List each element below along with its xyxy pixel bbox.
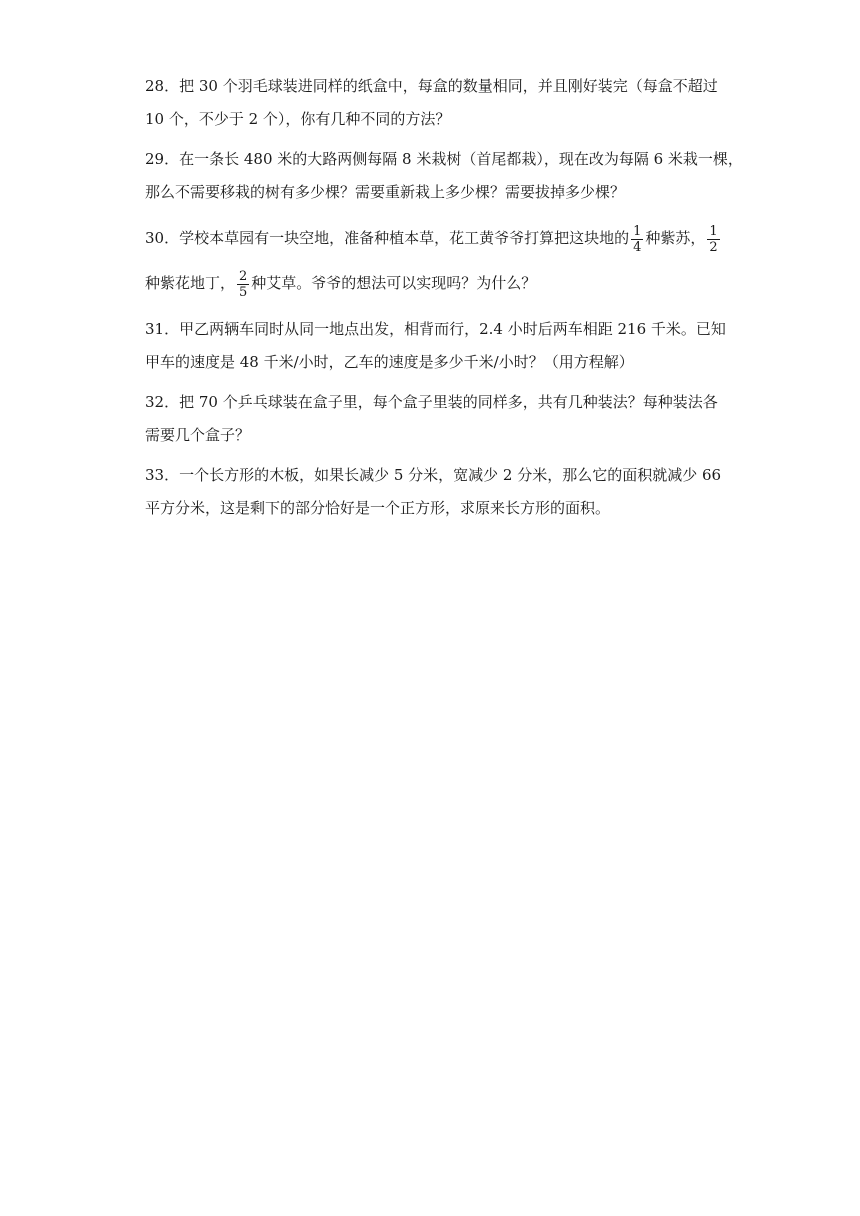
- problem-31-line-1: 31．甲乙两辆车同时从同一地点出发，相背而行，2.4 小时后两车相距 216 千米。已知: [145, 320, 726, 338]
- problem-29: [145, 143, 743, 209]
- problem-28-line-1: 28．把 30 个羽毛球装进同样的纸盒中，每盒的数量相同，并且刚好装完（每盒不超过: [145, 77, 718, 95]
- problem-32-line-1: 32．把 70 个乒乓球装在盒子里，每个盒子里装的同样多，共有几种装法？每种装法各: [145, 393, 718, 411]
- problem-29-line-2: 那么不需要移栽的树有多少棵？需要重新栽上多少棵？需要拔掉多少棵？: [145, 183, 626, 201]
- problem-29-line-1: 29．在一条长 480 米的大路两侧每隔 8 米栽树（首尾都栽），现在改为每隔 6 米栽一棵，: [145, 150, 743, 168]
- problem-32: [145, 386, 717, 452]
- fraction-denominator: 5: [239, 284, 248, 300]
- problem-30-text-2a: 种紫花地丁，: [145, 274, 236, 292]
- problem-30: [145, 216, 717, 306]
- fraction-one-quarter: [631, 224, 643, 255]
- problem-33-line-2: 平方分米，这是剩下的部分恰好是一个正方形，求原来长方形的面积。: [145, 499, 611, 517]
- fraction-numerator: 2: [239, 268, 248, 284]
- problem-31: [145, 313, 726, 379]
- problem-30-line-2: [145, 261, 717, 306]
- worksheet-page: [145, 70, 743, 532]
- problem-33: [145, 459, 722, 525]
- problem-30-text-1b: 种紫苏，: [645, 229, 706, 247]
- problem-30-line-1: [145, 216, 717, 261]
- problem-32-line-2: 需要几个盒子？: [145, 426, 251, 444]
- fraction-one-half: [707, 224, 719, 255]
- fraction-numerator: 1: [709, 223, 718, 239]
- fraction-numerator: 1: [633, 223, 642, 239]
- problem-28-line-2: 10 个，不少于 2 个），你有几种不同的方法？: [145, 110, 451, 128]
- problem-31-line-2: 甲车的速度是 48 千米/小时，乙车的速度是多少千米/小时？（用方程解）: [145, 353, 634, 371]
- fraction-denominator: 2: [709, 239, 718, 255]
- problem-30-text-1a: 30．学校本草园有一块空地，准备种植本草，花工黄爷爷打算把这块地的: [145, 229, 630, 247]
- problem-28: [145, 70, 717, 136]
- fraction-denominator: 4: [633, 239, 642, 255]
- problem-30-text-2b: 种艾草。爷爷的想法可以实现吗？为什么？: [251, 274, 537, 292]
- problem-33-line-1: 33．一个长方形的木板，如果长减少 5 分米，宽减少 2 分米，那么它的面积就减少 66: [145, 466, 722, 484]
- fraction-two-fifths: [237, 269, 249, 300]
